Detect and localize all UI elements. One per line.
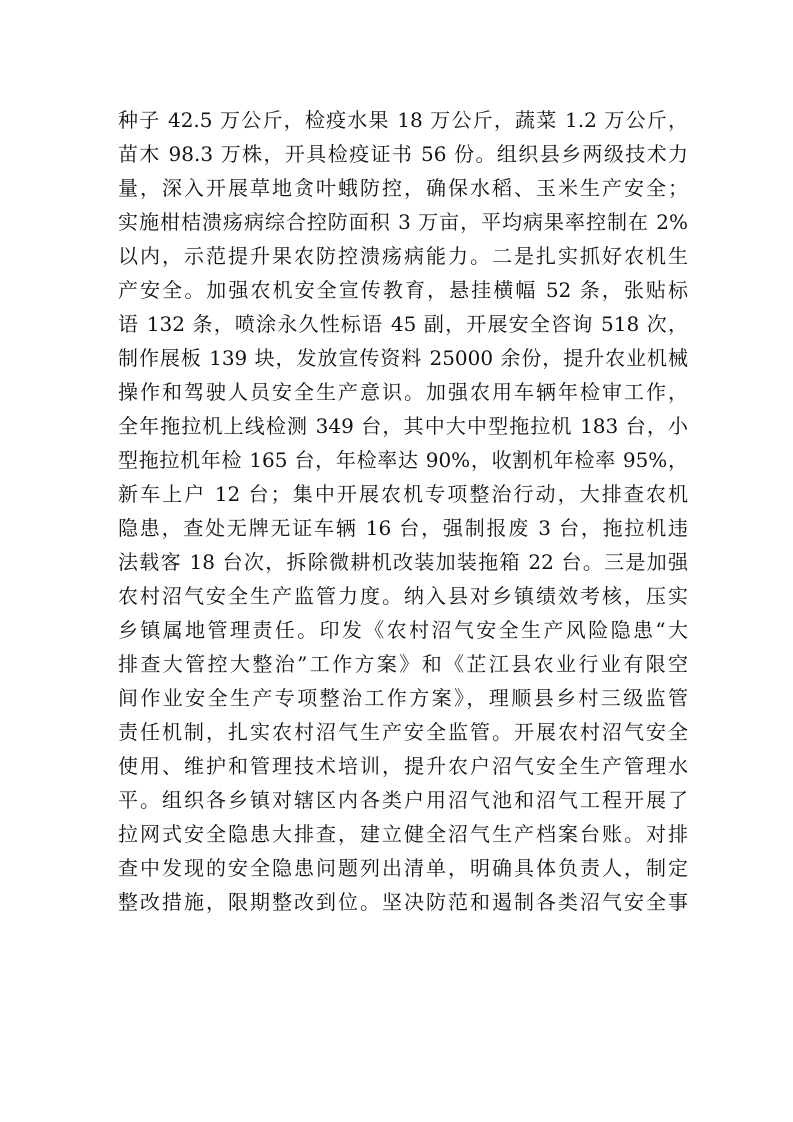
text-line: 新车上户 12 台；集中开展农机专项整治行动，大排查农机 [118,482,688,506]
text-line: 量，深入开展草地贪叶蛾防控，确保水稻、玉米生产安全； [118,176,688,200]
text-line: 排查大管控大整治”工作方案》和《芷江县农业行业有限空 [118,652,688,676]
text-line: 语 132 条，喷涂永久性标语 45 副，开展安全咨询 518 次， [118,312,688,336]
text-line: 产安全。加强农机安全宣传教育，悬挂横幅 52 条，张贴标 [118,278,688,302]
text-line: 平。组织各乡镇对辖区内各类户用沼气池和沼气工程开展了 [118,788,688,812]
text-line: 操作和驾驶人员安全生产意识。加强农用车辆年检审工作， [118,380,688,404]
text-line: 整改措施，限期整改到位。坚决防范和遏制各类沼气安全事 [118,890,688,914]
text-line: 法载客 18 台次，拆除微耕机改装加装拖箱 22 台。三是加强 [118,550,688,574]
text-line: 使用、维护和管理技术培训，提升农户沼气安全生产管理水 [118,754,688,778]
text-line: 制作展板 139 块，发放宣传资料 25000 余份，提升农业机械 [118,346,688,370]
text-line: 苗木 98.3 万株，开具检疫证书 56 份。组织县乡两级技术力 [118,142,688,166]
body-paragraph [118,103,688,919]
text-line: 隐患，查处无牌无证车辆 16 台，强制报废 3 台，拖拉机违 [118,516,688,540]
text-line: 农村沼气安全生产监管力度。纳入县对乡镇绩效考核，压实 [118,584,688,608]
text-line: 型拖拉机年检 165 台，年检率达 90%，收割机年检率 95%， [118,448,688,472]
text-line: 间作业安全生产专项整治工作方案》，理顺县乡村三级监管 [118,686,688,710]
text-line: 全年拖拉机上线检测 349 台，其中大中型拖拉机 183 台，小 [118,414,688,438]
text-line: 实施柑桔溃疡病综合控防面积 3 万亩，平均病果率控制在 2% [118,210,688,234]
text-line: 以内，示范提升果农防控溃疡病能力。二是扎实抓好农机生 [118,244,688,268]
text-line: 查中发现的安全隐患问题列出清单，明确具体负责人，制定 [118,856,688,880]
text-line: 乡镇属地管理责任。印发《农村沼气安全生产风险隐患“大 [118,618,688,642]
text-line: 种子 42.5 万公斤，检疫水果 18 万公斤，蔬菜 1.2 万公斤， [118,108,688,132]
text-line: 责任机制，扎实农村沼气生产安全监管。开展农村沼气安全 [118,720,688,744]
text-line: 拉网式安全隐患大排查，建立健全沼气生产档案台账。对排 [118,822,688,846]
